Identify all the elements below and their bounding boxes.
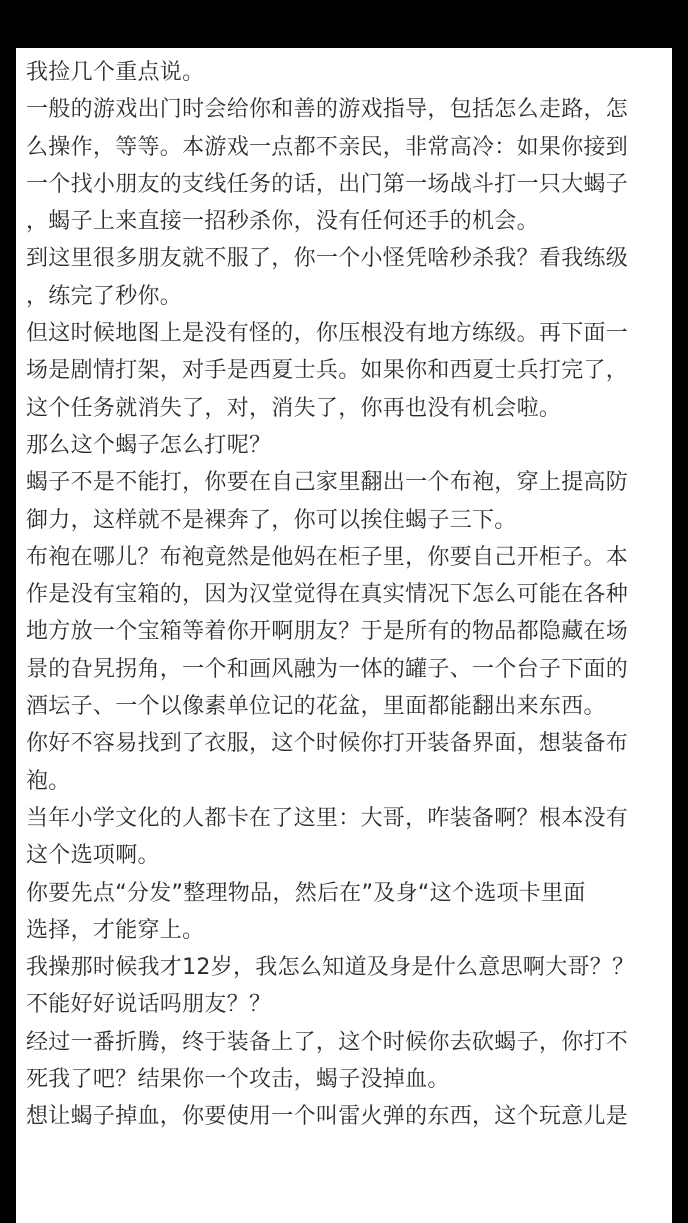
paragraph-6: 蝎子不是不能打，你要在自己家里翻出一个布袍，穿上提高防 御力，这样就不是裸奔了，你可以挨住蝎子三下。	[26, 470, 629, 533]
article-body	[16, 48, 672, 1136]
paragraph-7: 布袍在哪儿？布袍竟然是他妈在柜子里，你要自己开柜子。本 作是没有宝箱的，因为汉堂觉得在真实情况下怎么可能在各种 地方放一个宝箱等着你开啊朋友？于是所有的物品都隐藏在场 景的旮旯拐角，一个和画风融为一体的罐子、一个台子下面的 酒坛子、一个以像素单位记的花盆，里面都能翻出来东西。	[26, 544, 629, 720]
paragraph-5: 那么这个蝎子怎么打呢？	[26, 432, 272, 458]
top-black-bar	[0, 0, 688, 48]
paragraph-11: 我操那时候我才12岁，我怎么知道及身是什么意思啊大哥？？ 不能好好说话吗朋友？？	[26, 955, 635, 1018]
paragraph-9: 当年小学文化的人都卡在了这里：大哥，咋装备啊？根本没有 这个选项啊。	[26, 805, 629, 869]
paragraph-4: 但这时候地图上是没有怪的，你压根没有地方练级。再下面一 场是剧情打架，对手是西夏士兵。如果你和西夏士兵打完了， 这个任务就消失了，对，消失了，你再也没有机会啦。	[26, 321, 629, 421]
paragraph-13: 想让蝎子掉血，你要使用一个叫雷火弹的东西，这个玩意儿是	[26, 1104, 629, 1130]
paragraph-1: 我捡几个重点说。	[26, 60, 205, 85]
paragraph-3: 到这里很多朋友就不服了，你一个小怪凭啥秒杀我？看我练级 ，练完了秒你。	[26, 246, 629, 309]
paragraph-8: 你好不容易找到了衣服，这个时候你打开装备界面，想装备布 袍。	[26, 731, 629, 794]
paragraph-12: 经过一番折腾，终于装备上了，这个时候你去砍蝎子，你打不 死我了吧？结果你一个攻击，蝎子没掉血。	[26, 1029, 629, 1093]
paragraph-2: 一般的游戏出门时会给你和善的游戏指导，包括怎么走路，怎 么操作，等等。本游戏一点都不亲民，非常高冷：如果你接到 一个找小朋友的支线任务的话，出门第一场战斗打一只大蝎子 ，蝎子上来直接一招秒杀你，没有任何还手的机会。	[26, 97, 629, 235]
article-page	[16, 48, 672, 1223]
paragraph-10: 你要先点“分发”整理物品，然后在”及身“这个选项卡里面 选择，才能穿上。	[26, 880, 586, 943]
